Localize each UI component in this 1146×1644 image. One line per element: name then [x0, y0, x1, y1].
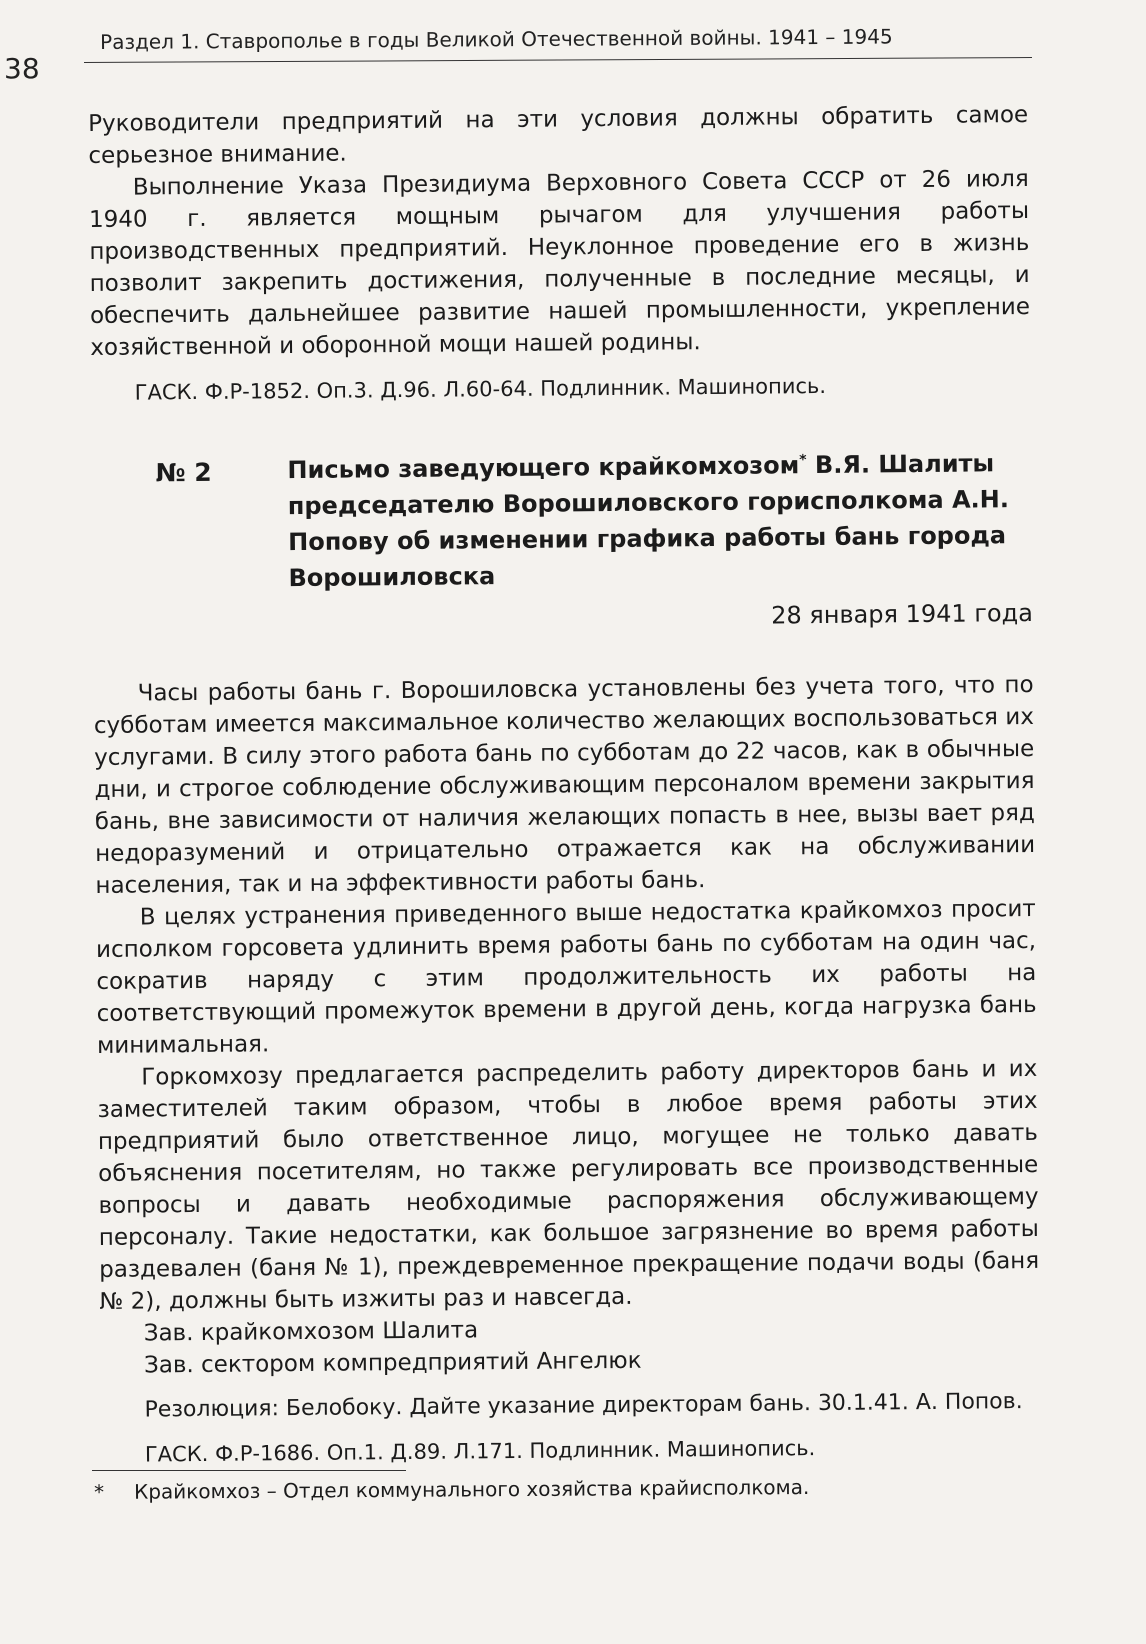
running-head: Раздел 1. Ставрополье в годы Великой Отечественной войны. 1941 – 1945 [100, 24, 893, 54]
document-paragraph-1: Часы работы бань г. Ворошиловска установлены без учета того, что по субботам имеется максимальное количество желающих воспользоваться их услугами. В силу этого работа бань по субботам до 22 часов, как в обычные дни, и строгое соблюдение обслуживающим персоналом времени закрытия бань, вне зависимости от наличия желающих попасть в нее, вызы вает ряд недоразумений и отрицательно отражается как на обслуживании населения, так и на эффективности работы бань. [93, 671, 1036, 899]
document-title-part1: Письмо заведующего крайкомхозом [287, 451, 800, 485]
prev-doc-paragraph-2: Выполнение Указа Президиума Верховного Совета СССР от 26 июля 1940 г. является мощным рычагом для улучшения работы производственных предприятий. Неуклонное проведение его в жизнь позволит закрепить достижения, полученные в последние месяцы, и обеспечить дальнейшее развитие нашей промышленности, укрепление хозяйственной и оборонной мощи нашей родины. [88, 165, 1031, 361]
resolution: Резолюция: Белобоку. Дайте указание директорам бань. 30.1.41. А. Попов. [144, 1389, 1023, 1423]
document-title [287, 445, 1032, 596]
prev-doc-paragraph-1: Руководители предприятий на эти условия должны обратить самое серьезное внимание. [88, 101, 1029, 169]
document-date: 28 января 1941 года [771, 598, 1034, 630]
document-paragraph-2: В целях устранения приведенного выше недостатка крайкомхоз просит исполком горсовета удлинить время работы бань по субботам на один час, сократив наряду с этим продолжительность их работы на соответствующий промежуток времени в другой день, когда нагрузка бань минимальная. [95, 895, 1037, 1059]
header-rule [84, 57, 1032, 63]
page-number: 38 [4, 52, 40, 85]
document-body [93, 669, 1039, 1318]
footnote-mark: * [94, 1479, 105, 1504]
page-content [88, 99, 1041, 1470]
document-archive-ref: ГАСК. Ф.Р-1686. Оп.1. Д.89. Л.171. Подлинник. Машинопись. [144, 1436, 816, 1467]
footnote-reference-mark: * [799, 452, 807, 469]
signature-head: Зав. крайкомхозом Шалита [143, 1317, 479, 1347]
footnote-text: Крайкомхоз – Отдел коммунального хозяйства крайисполкома. [134, 1475, 810, 1504]
document-heading [91, 445, 1032, 598]
document-number: № 2 [155, 457, 212, 488]
footnote [94, 1472, 994, 1506]
document-paragraph-3: Горкомхозу предлагается распределить работу директоров бань и их заместителей таким образом, чтобы в любое время работы этих предприятий было ответственное лицо, могущее не только давать объяснения посетителям, но также регулировать все производственные вопросы и давать необходимые распоряжения обслуживающему персоналу. Такие недостатки, как большое загрязнение во время работы раздевален (баня № 1), преждевременное прекращение подачи воды (баня № 2), должны быть изжиты раз и навсегда. [97, 1055, 1040, 1315]
prev-doc-archive-ref: ГАСК. Ф.Р-1852. Оп.3. Д.96. Л.60-64. Подлинник. Машинопись. [134, 373, 827, 405]
signature-sector: Зав. сектором компредприятий Ангелюк [143, 1347, 642, 1379]
document-title-part2: В.Я. Шалиты председателю Ворошиловского горисполкома А.Н. Попову об изменении графика работы бань города Ворошиловска [287, 449, 1010, 593]
footnote-rule [92, 1470, 406, 1471]
